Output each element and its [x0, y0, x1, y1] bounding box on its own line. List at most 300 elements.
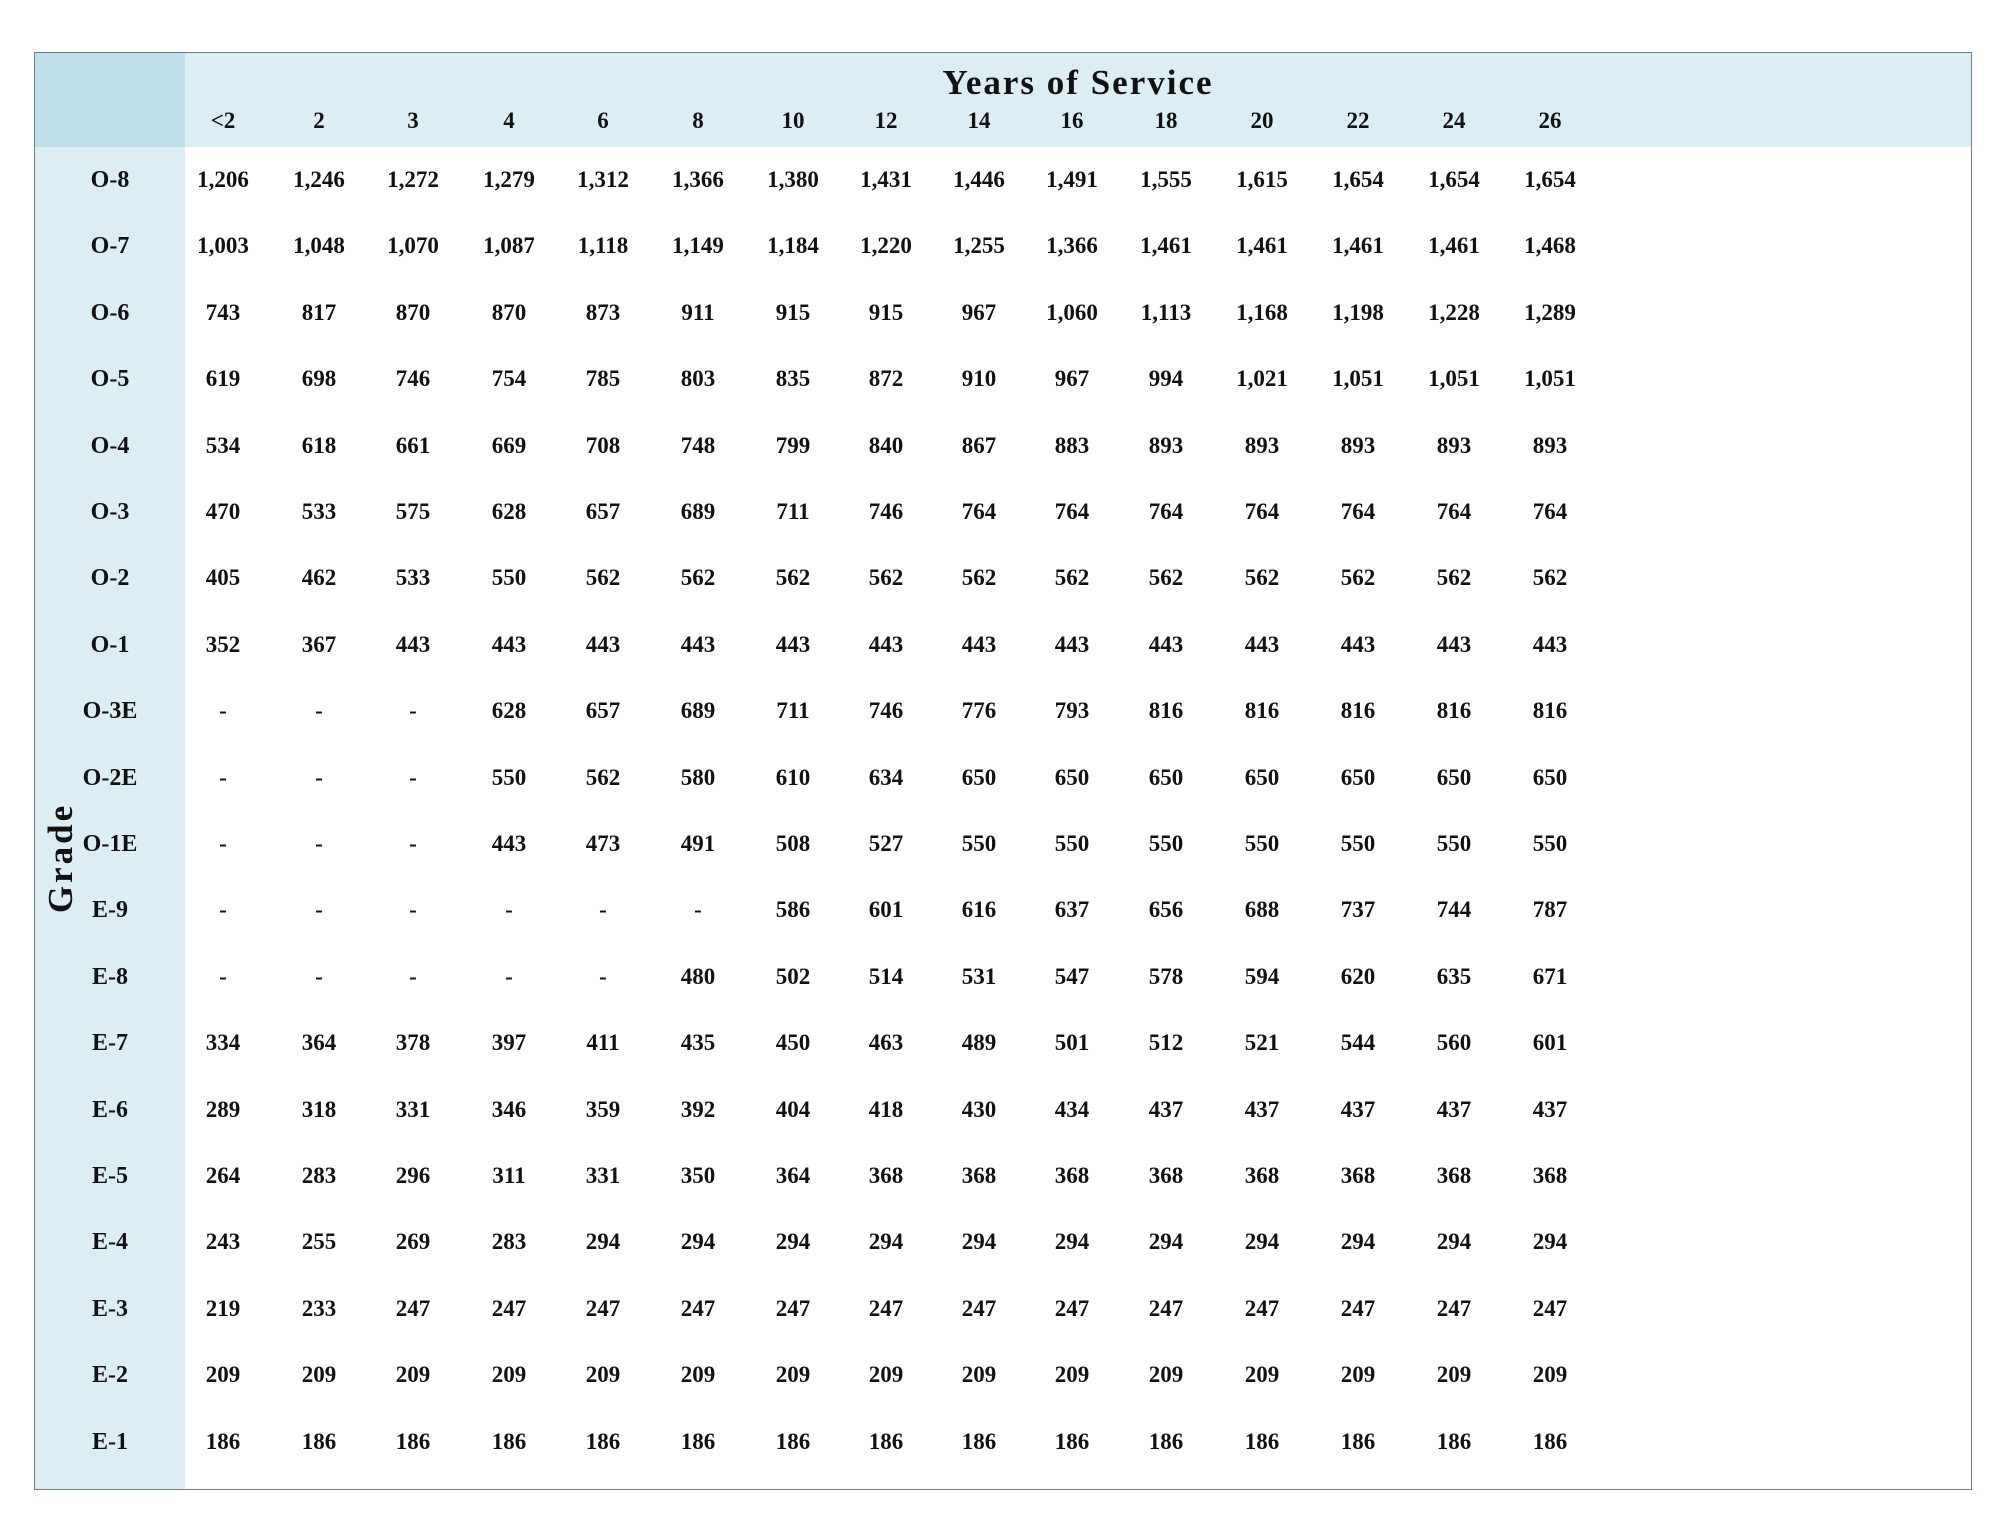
table-row	[35, 346, 1971, 412]
table-cell: 186	[205, 1428, 241, 1454]
table-cell: 910	[961, 366, 997, 392]
table-cell: 803	[680, 366, 716, 392]
table-cell: 688	[1244, 897, 1280, 923]
table-cell: 233	[301, 1295, 337, 1321]
table-row	[35, 479, 1971, 545]
table-cell: 1,654	[1428, 167, 1480, 192]
table-cell: 618	[301, 432, 337, 458]
table-row	[35, 1077, 1971, 1143]
grade-label: O-1E	[82, 831, 138, 857]
table-cell: 219	[205, 1295, 241, 1321]
table-cell: 1,048	[293, 233, 345, 259]
table-cell: 1,461	[1236, 233, 1288, 259]
table-cell: -	[694, 897, 702, 923]
table-cell: 294	[1340, 1229, 1376, 1255]
table-cell: 331	[585, 1163, 621, 1188]
table-cell: 544	[1340, 1030, 1376, 1056]
table-cell: 367	[301, 631, 337, 657]
year-header-cell: 16	[1060, 108, 1084, 133]
table-cell: 209	[868, 1362, 904, 1388]
table-cell: 289	[205, 1096, 241, 1122]
table-cell: 580	[680, 764, 716, 790]
table-cell: 434	[1054, 1096, 1090, 1122]
table-cell: 1,366	[672, 167, 724, 192]
table-cell: 799	[775, 432, 811, 458]
table-cell: 247	[585, 1295, 621, 1321]
table-cell: -	[315, 698, 323, 724]
table-cell: 562	[1532, 565, 1568, 591]
table-cell: 967	[961, 299, 997, 325]
table-cell: 550	[1532, 831, 1568, 856]
table-cell: 283	[491, 1229, 527, 1255]
year-header-cell: 3	[407, 108, 419, 133]
table-cell: 816	[1244, 698, 1280, 724]
table-cell: 247	[961, 1295, 997, 1321]
grade-label: E-1	[92, 1428, 128, 1455]
table-cell: 294	[775, 1229, 811, 1255]
table-cell: 764	[1436, 499, 1472, 524]
table-cell: 689	[680, 698, 716, 724]
table-cell: 628	[491, 698, 527, 724]
table-cell: 1,615	[1236, 167, 1288, 192]
table-cell: 186	[961, 1428, 997, 1454]
year-header-cell: 24	[1442, 108, 1466, 133]
table-cell: 661	[395, 432, 431, 458]
table-row	[35, 1342, 1971, 1408]
table-cell: 1,654	[1332, 167, 1384, 192]
table-cell: 209	[961, 1362, 997, 1388]
table-cell: 737	[1340, 897, 1376, 923]
table-cell: 657	[585, 499, 621, 524]
table-cell: 186	[1340, 1428, 1376, 1454]
grade-label: E-9	[92, 897, 128, 924]
table-cell: 746	[395, 366, 431, 392]
year-header-cell: 18	[1154, 108, 1178, 133]
table-cell: 1,051	[1332, 366, 1384, 392]
table-cell: 1,461	[1428, 233, 1480, 259]
table-cell: 562	[585, 565, 621, 591]
table-cell: 443	[491, 631, 527, 657]
table-cell: 463	[868, 1030, 904, 1056]
year-header-cell: 4	[503, 108, 515, 133]
year-header-cell: 20	[1250, 108, 1274, 133]
table-cell: 893	[1148, 432, 1184, 458]
grade-label: E-6	[92, 1096, 128, 1123]
table-cell: 1,051	[1428, 366, 1480, 392]
table-cell: 1,255	[953, 233, 1005, 259]
table-cell: 533	[301, 499, 337, 524]
table-row	[35, 213, 1971, 279]
table-cell: 186	[1244, 1428, 1280, 1454]
table-cell: 748	[680, 432, 716, 458]
table-cell: 547	[1054, 963, 1090, 989]
table-cell: 350	[680, 1163, 716, 1188]
table-cell: 368	[1436, 1163, 1472, 1188]
year-header-cell: 8	[692, 108, 704, 133]
table-cell: 870	[491, 299, 527, 325]
table-cell: 562	[1054, 565, 1090, 591]
table-cell: 1,491	[1046, 167, 1098, 192]
table-cell: 473	[585, 831, 621, 856]
table-cell: 550	[1148, 831, 1184, 856]
table-row	[35, 280, 1971, 346]
table-cell: 915	[775, 299, 811, 325]
table-cell: 247	[1244, 1295, 1280, 1321]
table-cell: 462	[301, 565, 337, 591]
table-cell: 1,118	[577, 233, 629, 259]
grade-label: O-8	[90, 167, 130, 193]
table-cell: 508	[775, 831, 811, 856]
table-cell: 443	[585, 631, 621, 657]
table-cell: 480	[680, 963, 716, 989]
grade-label: O-5	[90, 366, 130, 393]
table-cell: 1,168	[1236, 299, 1288, 325]
table-cell: -	[315, 963, 323, 989]
table-cell: 364	[301, 1030, 337, 1056]
table-cell: 835	[775, 366, 811, 392]
table-cell: 1,220	[860, 233, 912, 259]
table-cell: 247	[1436, 1295, 1472, 1321]
grade-label: O-4	[90, 432, 130, 459]
table-cell: 1,070	[387, 233, 439, 259]
table-cell: 562	[1436, 565, 1472, 591]
table-cell: 209	[585, 1362, 621, 1388]
table-cell: 616	[961, 897, 997, 923]
table-cell: 435	[680, 1030, 716, 1056]
table-cell: 816	[1148, 698, 1184, 724]
grade-label: E-4	[92, 1229, 128, 1256]
table-row	[35, 745, 1971, 811]
table-cell: 533	[395, 565, 431, 591]
table-cell: 443	[961, 631, 997, 657]
table-cell: 594	[1244, 963, 1280, 989]
table-cell: 1,289	[1524, 299, 1576, 325]
table-cell: 620	[1340, 963, 1376, 989]
table-cell: 489	[961, 1030, 997, 1056]
table-cell: 562	[775, 565, 811, 591]
table-cell: 514	[868, 963, 904, 989]
table-cell: 764	[1532, 499, 1568, 524]
table-cell: 209	[1532, 1362, 1568, 1388]
table-cell: 650	[1340, 764, 1376, 790]
table-cell: 764	[1340, 499, 1376, 524]
table-cell: 209	[395, 1362, 431, 1388]
table-cell: 405	[205, 565, 241, 591]
table-cell: 1,654	[1524, 167, 1576, 192]
table-cell: 1,272	[387, 167, 439, 192]
table-cell: 650	[1244, 764, 1280, 790]
table-row	[35, 944, 1971, 1010]
table-cell: 816	[1436, 698, 1472, 724]
grade-label: O-3	[90, 499, 130, 525]
table-row	[35, 612, 1971, 678]
table-cell: 785	[585, 366, 621, 392]
table-cell: 443	[1532, 631, 1568, 657]
table-cell: -	[219, 698, 227, 724]
table-cell: 586	[775, 897, 811, 923]
table-cell: 437	[1532, 1096, 1568, 1122]
table-cell: 575	[395, 499, 431, 524]
table-cell: 1,431	[860, 167, 912, 192]
table-cell: 186	[1148, 1428, 1184, 1454]
table-cell: 1,366	[1046, 233, 1098, 259]
table-cell: 1,312	[577, 167, 629, 192]
table-cell: 1,198	[1332, 299, 1384, 325]
table-cell: 893	[1340, 432, 1376, 458]
table-cell: 269	[395, 1229, 431, 1255]
table-cell: 331	[395, 1096, 431, 1122]
table-row	[35, 545, 1971, 611]
table-cell: 397	[491, 1030, 527, 1056]
table-cell: 1,051	[1524, 366, 1576, 392]
year-header-cell: 22	[1346, 108, 1370, 133]
table-row	[35, 1143, 1971, 1209]
table-cell: 186	[775, 1428, 811, 1454]
table-cell: 368	[1148, 1163, 1184, 1188]
table-cell: 708	[585, 432, 621, 458]
table-cell: 657	[585, 698, 621, 724]
table-cell: 1,246	[293, 167, 345, 192]
table-cell: 562	[680, 565, 716, 591]
year-header-cell: 12	[874, 108, 898, 133]
table-cell: 531	[961, 963, 997, 989]
table-cell: 247	[1532, 1295, 1568, 1321]
table-cell: 534	[205, 432, 241, 458]
table-cell: 746	[868, 499, 904, 524]
table-cell: 1,149	[672, 233, 724, 259]
table-cell: 209	[1340, 1362, 1376, 1388]
table-cell: 186	[395, 1428, 431, 1454]
table-cell: 247	[1148, 1295, 1184, 1321]
table-cell: 698	[301, 366, 337, 392]
table-cell: 294	[680, 1229, 716, 1255]
table-row	[35, 1276, 1971, 1342]
table-cell: 1,380	[767, 167, 819, 192]
table-cell: 378	[395, 1030, 431, 1056]
table-cell: 437	[1148, 1096, 1184, 1122]
table-cell: 209	[205, 1362, 241, 1388]
table-cell: -	[599, 897, 607, 923]
grade-label: E-3	[92, 1295, 128, 1322]
table-cell: 294	[1148, 1229, 1184, 1255]
table-cell: 392	[680, 1096, 716, 1122]
table-cell: 255	[301, 1229, 337, 1255]
table-cell: 754	[491, 366, 527, 392]
grade-label: E-2	[92, 1362, 128, 1389]
table-cell: 1,446	[953, 167, 1005, 192]
table-cell: 619	[205, 366, 241, 392]
grade-label: O-2E	[82, 764, 138, 791]
table-cell: 601	[868, 897, 904, 923]
table-cell: 209	[775, 1362, 811, 1388]
table-cell: 550	[491, 565, 527, 591]
table-cell: 521	[1244, 1030, 1280, 1056]
table-cell: 1,228	[1428, 299, 1480, 325]
table-cell: 404	[775, 1096, 811, 1122]
table-cell: 872	[868, 366, 904, 392]
table-cell: 610	[775, 764, 811, 790]
table-cell: 1,468	[1524, 233, 1576, 259]
table-cell: 209	[491, 1362, 527, 1388]
table-cell: 893	[1436, 432, 1472, 458]
table-cell: 411	[586, 1030, 620, 1056]
grade-axis-label: Grade	[41, 802, 80, 914]
table-cell: 334	[205, 1030, 241, 1056]
table-cell: 744	[1436, 897, 1472, 923]
table-cell: 650	[1148, 764, 1184, 790]
table-cell: 512	[1148, 1030, 1184, 1056]
table-cell: 209	[1148, 1362, 1184, 1388]
table-cell: 994	[1148, 366, 1184, 392]
grade-label: O-2	[90, 565, 130, 592]
table-cell: 550	[1436, 831, 1472, 856]
table-cell: -	[315, 764, 323, 790]
table-cell: 578	[1148, 963, 1184, 989]
table-cell: 294	[585, 1229, 621, 1255]
year-header-cell: 14	[967, 108, 991, 133]
table-cell: 650	[1436, 764, 1472, 790]
table-row	[35, 877, 1971, 943]
year-header-cell: 26	[1538, 108, 1562, 133]
table-cell: 650	[961, 764, 997, 790]
table-cell: 443	[1054, 631, 1090, 657]
table-cell: 209	[1054, 1362, 1090, 1388]
table-row	[35, 811, 1971, 877]
table-cell: 764	[1148, 499, 1184, 524]
table-cell: 562	[961, 565, 997, 591]
table-cell: 247	[1340, 1295, 1376, 1321]
table-cell: 243	[205, 1229, 241, 1255]
table-cell: 650	[1054, 764, 1090, 790]
table-cell: -	[505, 897, 513, 923]
table-cell: 443	[1436, 631, 1472, 657]
grade-label: E-8	[92, 963, 128, 990]
table-cell: 650	[1532, 764, 1568, 790]
table-cell: 883	[1054, 432, 1090, 458]
table-cell: 186	[680, 1428, 716, 1454]
table-cell: 247	[868, 1295, 904, 1321]
year-header-cell: 6	[597, 108, 609, 133]
table-cell: -	[599, 963, 607, 989]
table-cell: 294	[1054, 1229, 1090, 1255]
table-cell: 450	[775, 1030, 811, 1056]
table-cell: 186	[1054, 1428, 1090, 1454]
table-cell: 870	[395, 299, 431, 325]
table-cell: 967	[1054, 366, 1090, 392]
table-cell: 368	[961, 1163, 997, 1188]
table-cell: 443	[868, 631, 904, 657]
table-cell: 502	[775, 963, 811, 989]
table-cell: 562	[868, 565, 904, 591]
table-cell: 746	[868, 698, 904, 724]
table-cell: 443	[775, 631, 811, 657]
table-cell: 186	[868, 1428, 904, 1454]
table-cell: 186	[1532, 1428, 1568, 1454]
table-cell: 368	[1244, 1163, 1280, 1188]
table-cell: 443	[1340, 631, 1376, 657]
table-cell: 743	[205, 299, 241, 325]
table-cell: 247	[491, 1295, 527, 1321]
table-cell: 816	[1340, 698, 1376, 724]
table-cell: 443	[1148, 631, 1184, 657]
table-cell: 635	[1436, 963, 1472, 989]
table-cell: 247	[680, 1295, 716, 1321]
table-cell: 264	[205, 1163, 241, 1188]
table-cell: -	[409, 897, 417, 923]
table-cell: 359	[585, 1096, 621, 1122]
table-cell: 296	[395, 1163, 431, 1188]
table-cell: 443	[1244, 631, 1280, 657]
table-cell: 873	[585, 299, 621, 325]
table-cell: 527	[868, 831, 904, 856]
table-cell: 893	[1532, 432, 1568, 458]
table-row	[35, 678, 1971, 744]
table-cell: 1,279	[483, 167, 535, 192]
table-cell: 793	[1054, 698, 1090, 724]
table-cell: 915	[868, 299, 904, 325]
table-cell: 1,003	[197, 233, 249, 259]
table-cell: 711	[776, 499, 810, 524]
table-cell: -	[409, 963, 417, 989]
year-header-cell: 10	[781, 108, 805, 133]
table-cell: 294	[1244, 1229, 1280, 1255]
table-cell: 209	[1244, 1362, 1280, 1388]
pay-table	[34, 52, 1972, 1490]
table-cell: 346	[491, 1096, 527, 1122]
table-cell: -	[315, 897, 323, 923]
table-cell: 550	[961, 831, 997, 856]
table-cell: 443	[395, 631, 431, 657]
table-cell: 1,555	[1140, 167, 1192, 192]
table-cell: 550	[1340, 831, 1376, 856]
table-cell: 247	[395, 1295, 431, 1321]
table-cell: 186	[301, 1428, 337, 1454]
table-cell: 601	[1532, 1030, 1568, 1056]
table-cell: -	[219, 764, 227, 790]
table-cell: 562	[1244, 565, 1280, 591]
year-header-cell: 2	[313, 108, 325, 133]
table-cell: 1,087	[483, 233, 535, 259]
table-cell: 501	[1054, 1030, 1090, 1056]
table-cell: 318	[301, 1096, 337, 1122]
table-cell: 711	[776, 698, 810, 724]
table-cell: 637	[1054, 897, 1090, 923]
table-cell: 550	[491, 764, 527, 790]
table-cell: 550	[1054, 831, 1090, 856]
table-cell: 368	[1532, 1163, 1568, 1188]
table-cell: 1,021	[1236, 366, 1288, 392]
table-cell: 186	[1436, 1428, 1472, 1454]
table-row	[35, 413, 1971, 479]
table-row	[35, 147, 1971, 213]
table-cell: 186	[585, 1428, 621, 1454]
years-of-service-title: Years of Service	[942, 63, 1214, 102]
table-cell: 247	[775, 1295, 811, 1321]
table-cell: 437	[1244, 1096, 1280, 1122]
table-cell: 1,461	[1140, 233, 1192, 259]
grade-label: O-7	[90, 233, 130, 260]
years-header-row	[185, 101, 1971, 141]
table-row	[35, 1010, 1971, 1076]
table-row	[35, 1409, 1971, 1475]
table-cell: 656	[1148, 897, 1184, 923]
table-cell: 867	[961, 432, 997, 458]
table-cell: 294	[868, 1229, 904, 1255]
table-cell: 491	[680, 831, 716, 856]
table-cell: 470	[205, 499, 241, 524]
table-cell: 562	[1148, 565, 1184, 591]
table-cell: -	[219, 831, 227, 856]
